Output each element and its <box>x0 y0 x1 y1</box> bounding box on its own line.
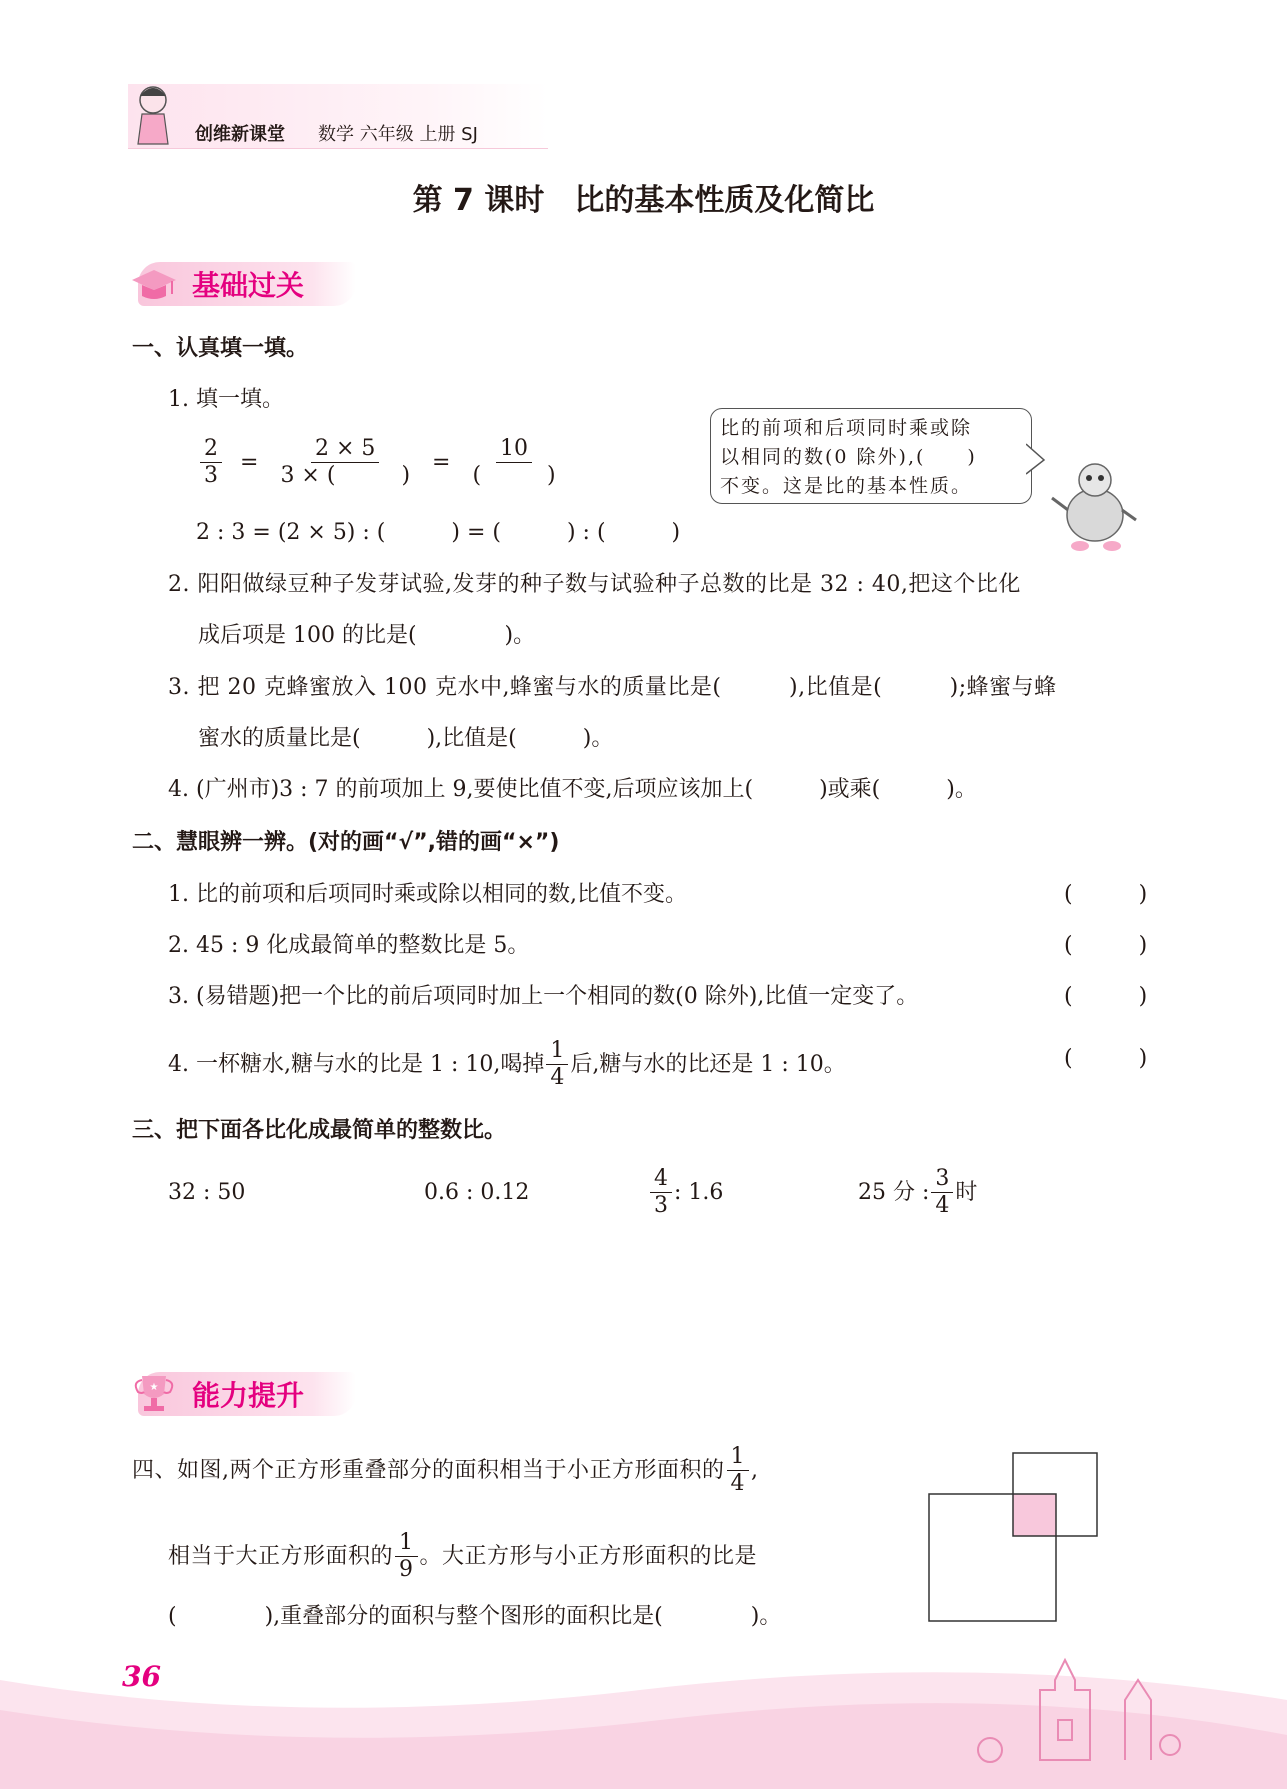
judge-answer-paren[interactable]: ( ) <box>1064 984 1148 1009</box>
part3-heading: 三、把下面各比化成最简单的整数比。 <box>132 1118 507 1143</box>
bubble-tail <box>1026 440 1048 480</box>
graduation-cap-icon <box>128 262 180 306</box>
fraction: $\frac{2 \times 5}{3 \times ( )}$ <box>280 436 411 488</box>
page-number: 36 <box>122 1660 161 1693</box>
simplify-problem-3: $\frac{4}{3}$ : 1.6 <box>648 1168 723 1217</box>
part4-line3: ( ),重叠部分的面积与整个图形的面积比是( )。 <box>168 1604 782 1629</box>
judge-item-4: 4. 一杯糖水,糖与水的比是 1 : 10,喝掉 $\frac{1}{4}$ 后,糖与水的比还是 1 : 10。 <box>168 1038 846 1090</box>
part4-line2: 相当于大正方形面积的 $\frac{1}{9}$ 。大正方形与小正方形面积的比是 <box>168 1530 758 1582</box>
fraction: $\frac{1}{4}$ <box>727 1446 750 1495</box>
section-title-advanced: 能力提升 <box>192 1379 305 1412</box>
fraction: $\frac{1}{9}$ <box>395 1532 418 1581</box>
judge-item-3: 3. (易错题)把一个比的前后项同时加上一个相同的数(0 除外),比值一定变了。 <box>168 984 919 1009</box>
trophy-icon <box>130 1370 178 1418</box>
overlap-region <box>1013 1494 1056 1536</box>
part2-heading: 二、慧眼辨一辨。(对的画“√”,错的画“×”) <box>132 830 560 855</box>
simplify-problem-2: 0.6 : 0.12 <box>424 1180 530 1205</box>
q1-label: 1. 填一填。 <box>168 387 284 412</box>
q1-fraction-equation: $\frac{2}{3}$ = $\frac{2 \times 5}{3 \times ( )}$ = $\frac{10}{( )}$ <box>198 438 562 487</box>
simplify-problem-1: 32 : 50 <box>168 1180 246 1205</box>
judge-answer-paren[interactable]: ( ) <box>1064 1046 1148 1071</box>
q2-line1: 2. 阳阳做绿豆种子发芽试验,发芽的种子数与试验种子总数的比是 32 : 40,把这个比化 <box>168 572 1021 597</box>
q3-line1: 3. 把 20 克蜂蜜放入 100 克水中,蜂蜜与水的质量比是( ),比值是( );蜂蜜与蜂 <box>168 675 1057 700</box>
girl-mascot-icon <box>128 80 178 150</box>
section-title-basic: 基础过关 <box>192 269 305 302</box>
judge-item-2: 2. 45 : 9 化成最简单的整数比是 5。 <box>168 933 530 958</box>
fraction: $\frac{1}{4}$ <box>546 1040 568 1089</box>
q4-line: 4. (广州市)3 : 7 的前项加上 9,要使比值不变,后项应该加上( )或乘( )。 <box>168 777 977 802</box>
lesson-title: 第 7 课时 比的基本性质及化简比 <box>412 183 875 218</box>
q3-line2: 蜜水的质量比是( ),比值是( )。 <box>198 726 614 751</box>
svg-text:★: ★ <box>149 1382 159 1393</box>
part4-line1: 四、如图,两个正方形重叠部分的面积相当于小正方形面积的 $\frac{1}{4}$ , <box>132 1444 759 1496</box>
book-subtitle: 数学 六年级 上册 SJ <box>318 124 478 145</box>
brand-name: 创维新课堂 <box>195 124 285 145</box>
judge-item-1: 1. 比的前项和后项同时乘或除以相同的数,比值不变。 <box>168 882 687 907</box>
judge-answer-paren[interactable]: ( ) <box>1064 933 1148 958</box>
fraction: $\frac{2}{3}$ <box>200 438 222 487</box>
fraction: $\frac{4}{3}$ <box>650 1168 672 1217</box>
q2-line2: 成后项是 100 的比是( )。 <box>198 623 536 648</box>
cartoon-mascot-icon <box>1050 450 1140 560</box>
fraction: $\frac{3}{4}$ <box>931 1168 953 1217</box>
overlapping-squares-figure <box>920 1448 1110 1638</box>
bubble-text: 比的前项和后项同时乘或除 以相同的数(0 除外),( ) 不变。这是比的基本性质。 <box>720 417 977 497</box>
judge-answer-paren[interactable]: ( ) <box>1064 882 1148 907</box>
q1-ratio-line: 2 : 3 = (2 × 5) : ( ) = ( ) : ( ) <box>196 520 681 545</box>
simplify-problem-4: 25 分 : $\frac{3}{4}$ 时 <box>858 1166 978 1218</box>
part1-heading: 一、认真填一填。 <box>132 336 309 361</box>
fraction: $\frac{10}{( )}$ <box>472 436 556 488</box>
castle-decoration-icon <box>960 1650 1190 1770</box>
